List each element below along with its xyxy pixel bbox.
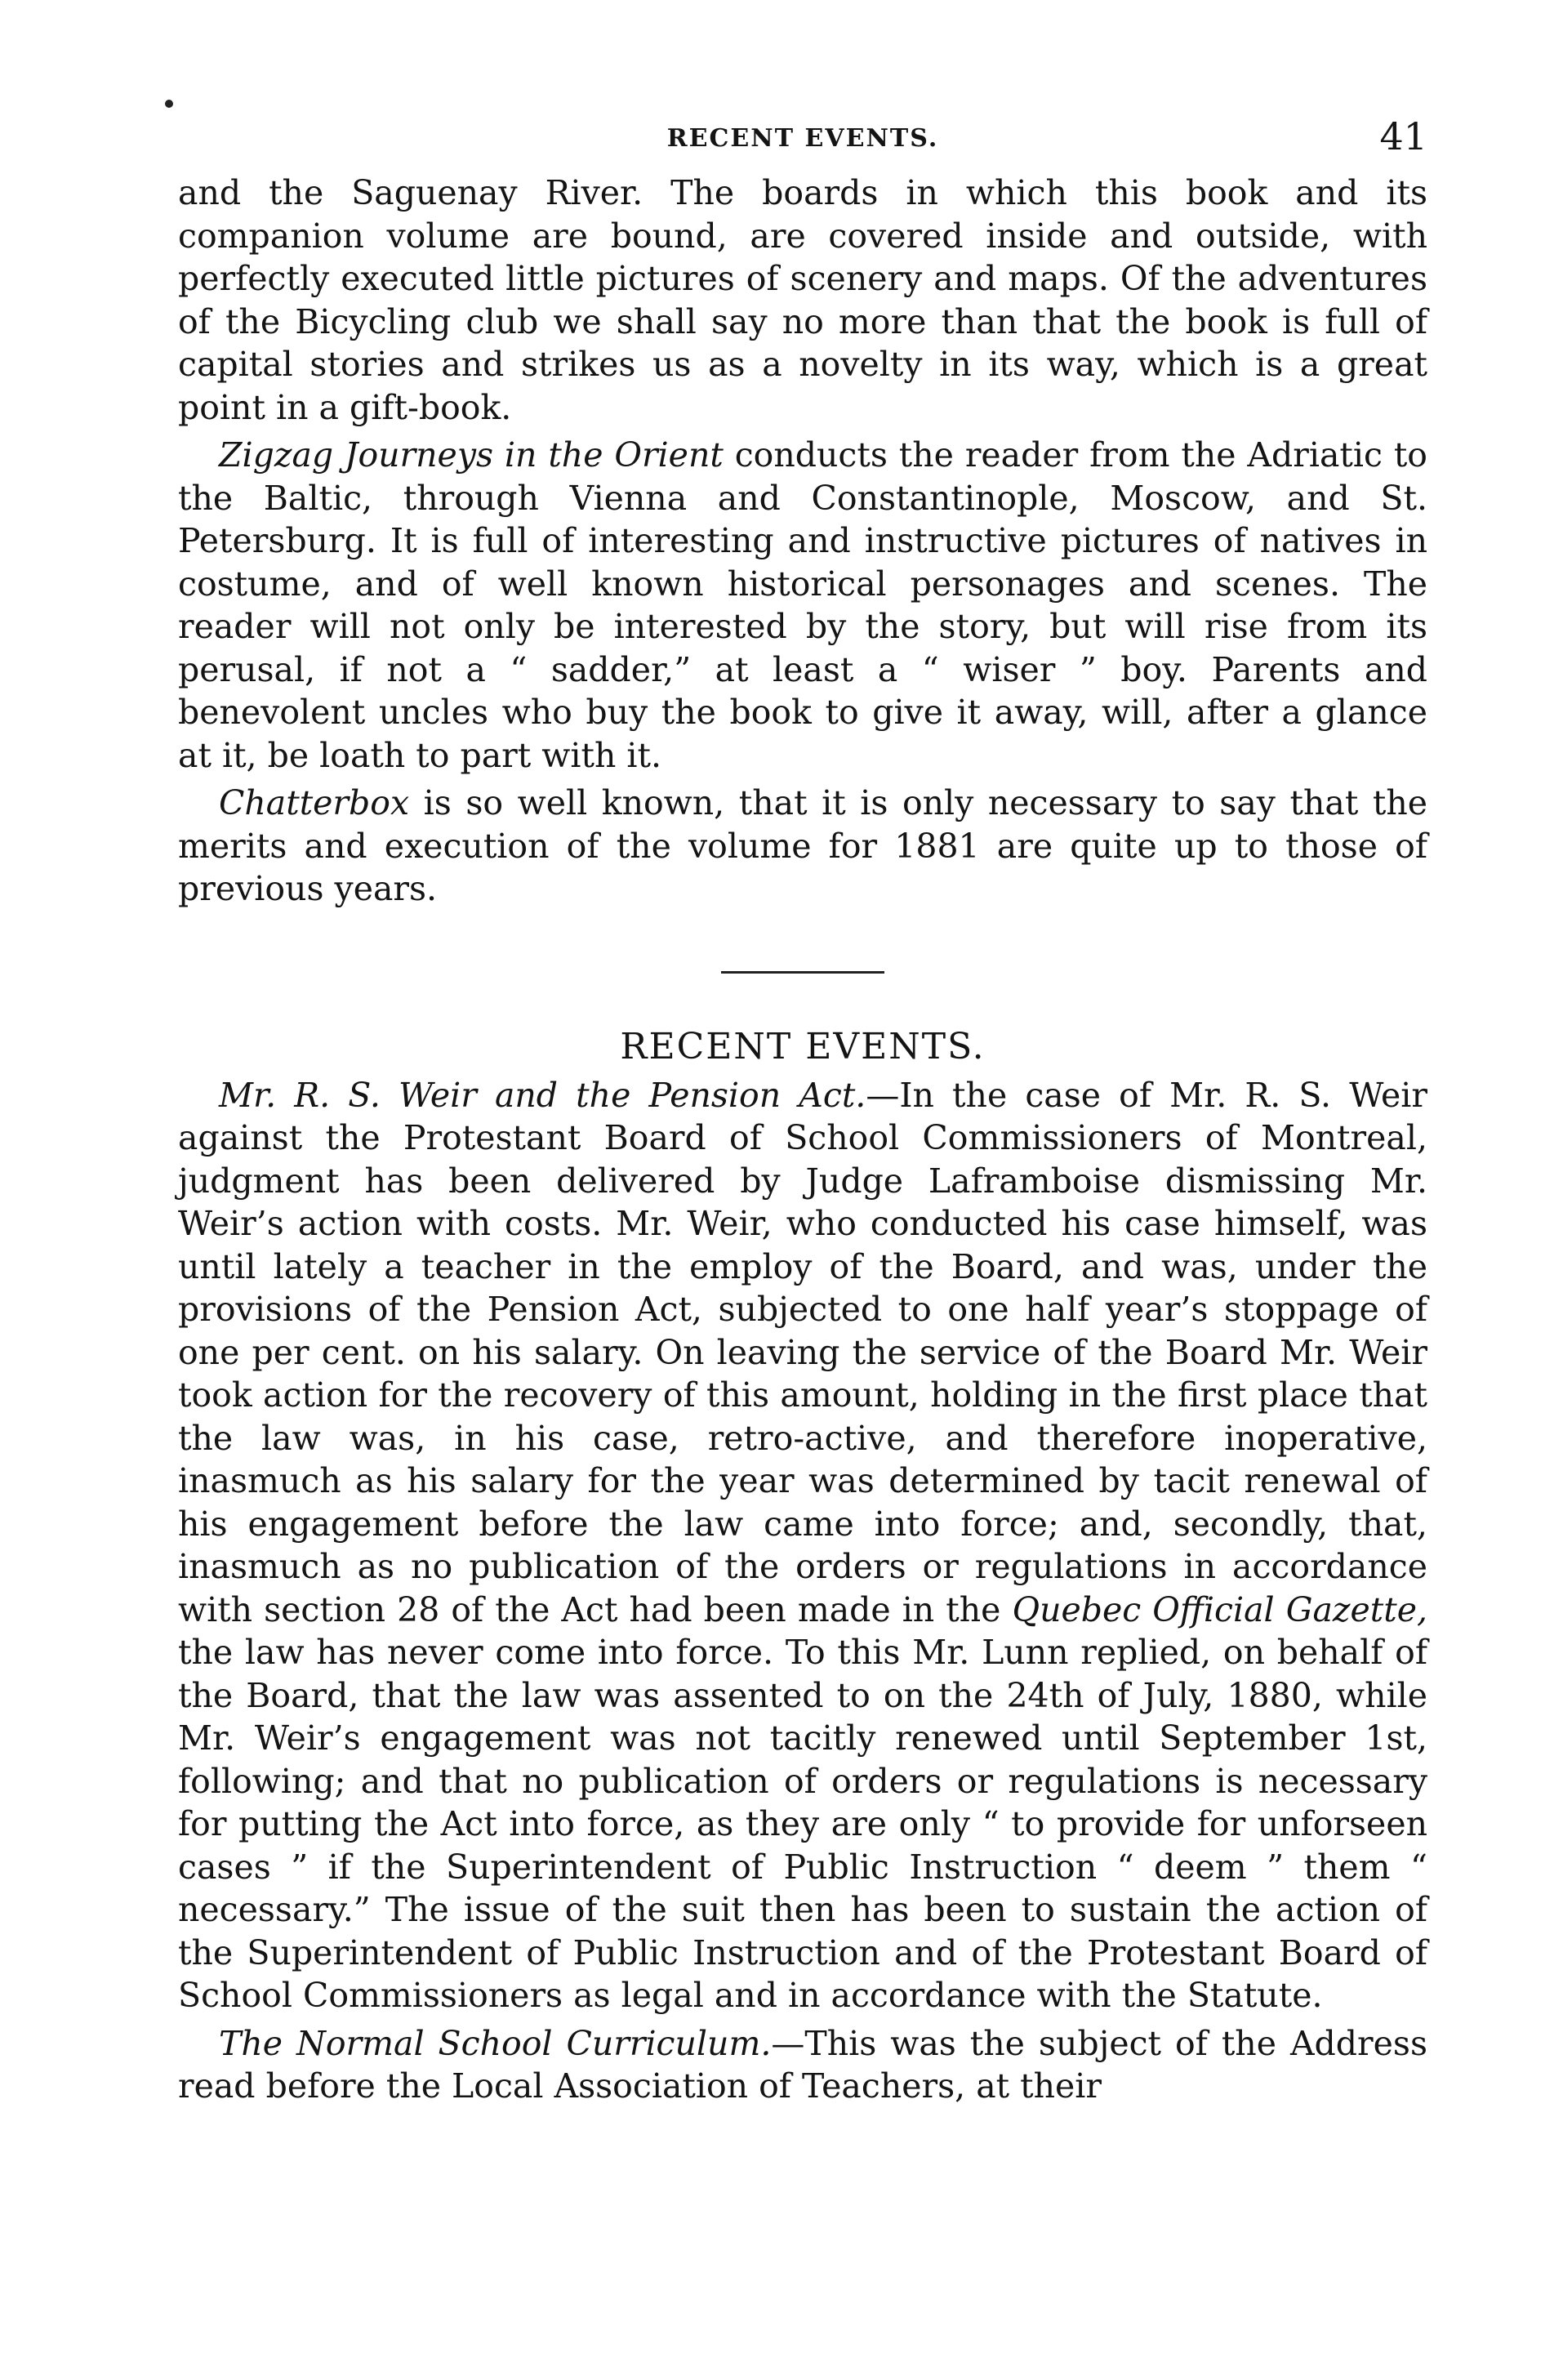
- book-page: [178, 114, 1427, 2108]
- paragraph-bicycling-club: and the Saguenay River. The boards in which this book and its companion volume are bound, are covered inside and outside, with perfectly executed little pictures of scenery and maps. Of the adventures of the Bicycling club we shall say no more than that the book is full of capital stories and strikes us as a novelty in its way, which is a great point in a gift-book.: [178, 173, 1427, 427]
- paragraph-chatterbox: [178, 782, 1427, 911]
- running-head: RECENT EVENTS.: [666, 124, 939, 153]
- book-title-chatterbox: Chatterbox: [219, 783, 410, 822]
- item-title-weir: Mr. R. S. Weir and the Pension Act.: [219, 1075, 866, 1115]
- page-number: 41: [1379, 114, 1427, 158]
- gazette-title: Quebec Official Gazette,: [1012, 1589, 1427, 1629]
- normal-school-body: —This was the subject of the Address read before the Local Association of Teachers, at their: [178, 2023, 1427, 2106]
- zigzag-body: conducts the reader from the Adriatic to the Baltic, through Vienna and Constantinople, Moscow, and St. Petersburg. It is full of interesting and instructive pictures of natives in costume, and of well known historical personages and scenes. The reader will not only be interested by the story, but will rise from its perusal, if not a “ sadder,” at least a “ wiser ” boy. Parents and benevolent uncles who buy the book to give it away, will, after a glance at it, be loath to part with it.: [178, 435, 1427, 775]
- paragraph-zigzag-journeys: [178, 434, 1427, 777]
- page-header: [178, 114, 1427, 172]
- paragraph-weir-pension: [178, 1074, 1427, 2017]
- paragraph-normal-school: [178, 2022, 1427, 2108]
- section-heading: RECENT EVENTS.: [620, 1025, 986, 1067]
- ink-speck: [165, 100, 173, 108]
- weir-body-part-1: —In the case of Mr. R. S. Weir against the Protestant Board of School Commissioners of Montreal, judgment has been delivered by Judge Laframboise dismissing Mr. Weir’s action with costs. Mr. Weir, who conducted his case himself, was until lately a teacher in the employ of the Board, and was, under the provisions of the Pension Act, subjected to one half year’s stoppage of one per cent. on his salary. On leaving the service of the Board Mr. Weir took action for the recovery of this amount, holding in the first place that the law was, in his case, retro-active, and therefore inoperative, inasmuch as his salary for the year was determined by tacit renewal of his engagement before the law came into force; and, secondly, that, inasmuch as no publication of the orders or regulations in accordance with section 28 of the Act had been made in the: [178, 1075, 1427, 1629]
- chatterbox-body: is so well known, that it is only necessary to say that the merits and execution of the volume for 1881 are quite up to those of previous years.: [178, 783, 1427, 908]
- book-title-zigzag: Zigzag Journeys in the Orient: [219, 435, 724, 475]
- item-title-normal-school: The Normal School Curriculum.: [219, 2023, 772, 2063]
- weir-body-part-2: the law has never come into force. To this Mr. Lunn replied, on behalf of the Board, that the law was assented to on the 24th of July, 1880, while Mr. Weir’s engagement was not tacitly renewed until September 1st, following; and that no publication of orders or regulations is necessary for putting the Act into force, as they are only “ to provide for unforseen cases ” if the Superintendent of Public Instruction “ deem ” them “ necessary.” The issue of the suit then has been to sustain the action of the Superintendent of Public Instruction and of the Protestant Board of School Commissioners as legal and in accordance with the Statute.: [178, 1633, 1427, 2015]
- section-divider: [721, 971, 884, 974]
